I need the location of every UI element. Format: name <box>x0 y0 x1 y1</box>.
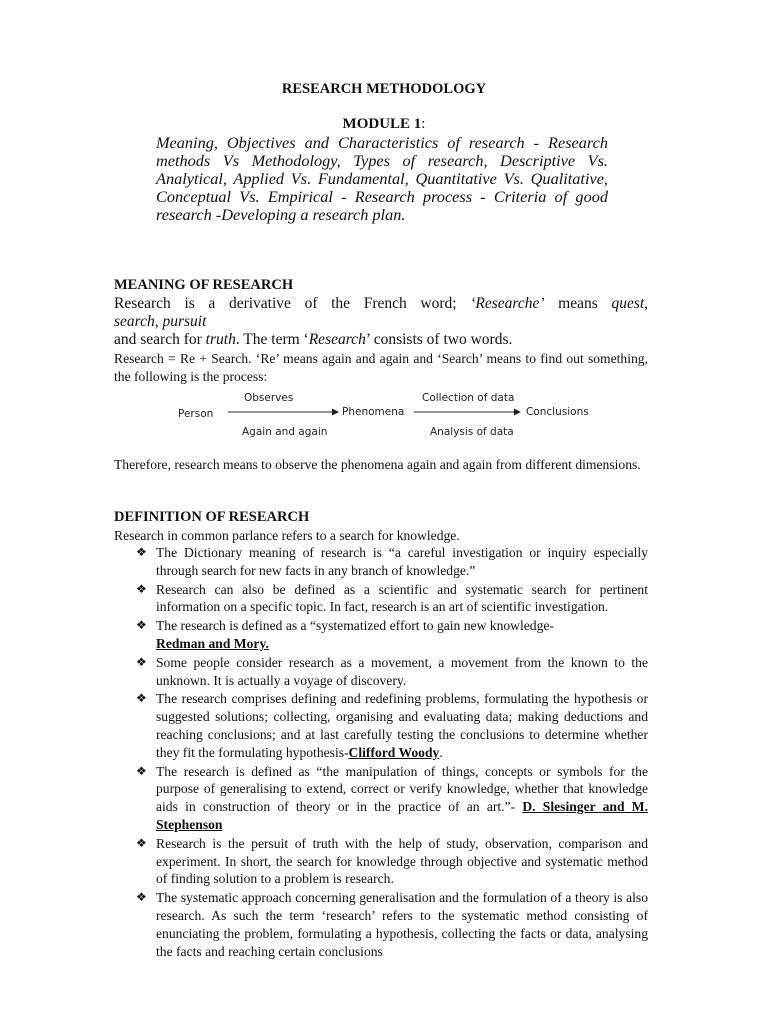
definition-text: The research comprises defining and redefining problems, formulating the hypothesis or suggested solutions; collecting, organising and evaluating data; making deductions and reaching conclusions; and at last carefully testing the conclusions to determine whether they fit the formulating hypothesis- <box>156 691 648 760</box>
definition-text: Research is the persuit of truth with the help of study, observation, comparison and experiment. In short, the search for knowledge through objective and systematic method of finding solution to a problem is research. <box>156 835 648 887</box>
meaning-quest: quest <box>611 295 645 312</box>
definition-author: D. Slesinger and M. Stephenson <box>156 799 648 832</box>
module-colon: : <box>421 116 426 132</box>
definition-text: The research is defined as a “systematized effort to gain new knowledge- <box>156 618 554 634</box>
definition-item <box>136 581 648 617</box>
definition-item <box>136 690 648 761</box>
meaning-heading: MEANING OF RESEARCH <box>114 277 294 293</box>
diamond-bullet-icon: ❖ <box>136 618 147 633</box>
module-topics: Meaning, Objectives and Characteristics of research - Research methods Vs Methodology, Types of research, Descriptive Vs. Analytical, Applied Vs. Fundamental, Quantitative Vs. Qualitative, Conceptual Vs. Empirical - Research process - Criteria of good research -Developing a research plan. <box>156 133 608 224</box>
definition-item <box>136 763 648 834</box>
meaning-comma: , <box>644 295 649 312</box>
diamond-bullet-icon: ❖ <box>136 691 147 706</box>
definition-item <box>136 617 648 653</box>
module-heading <box>0 116 768 133</box>
definition-item <box>136 835 648 888</box>
meaning-l3e: ’ consists of two words. <box>365 331 513 348</box>
definition-after: . <box>439 744 443 760</box>
diamond-bullet-icon: ❖ <box>136 835 147 850</box>
definition-text: Some people consider research as a movement, a movement from the known to the unknown. It is actually a voyage of discovery. <box>156 654 648 688</box>
meaning-truth: truth <box>205 331 236 348</box>
diamond-bullet-icon: ❖ <box>136 763 147 778</box>
definition-item <box>136 654 648 690</box>
diamond-bullet-icon: ❖ <box>136 890 147 905</box>
diamond-bullet-icon: ❖ <box>136 654 147 669</box>
flow-analysis: Analysis of data <box>430 426 514 438</box>
flow-collection: Collection of data <box>422 392 515 404</box>
flow-observes: Observes <box>244 392 294 404</box>
meaning-line-1 <box>114 295 648 313</box>
definition-text: The systematic approach concerning generalisation and the formulation of a theory is also research. As such the term ‘research’ refers to the systematic method consisting of enunciating the problem, formulating a hypothesis, collecting the facts or data, analysing the facts and reaching certain conclusions <box>156 890 648 959</box>
definition-list <box>136 544 648 961</box>
diamond-bullet-icon: ❖ <box>136 545 147 559</box>
flow-arrow-1 <box>228 407 340 417</box>
meaning-line-2: search, pursuit <box>114 313 207 330</box>
meaning-text-a: Research is a derivative of the French word; <box>114 295 457 312</box>
definition-intro: Research in common parlance refers to a search for knowledge. <box>114 528 460 543</box>
meaning-text-c: means <box>558 295 598 312</box>
flow-arrow-2 <box>414 407 522 417</box>
document-title: RESEARCH METHODOLOGY <box>281 81 487 97</box>
meaning-l3c: . The term ‘ <box>235 331 309 348</box>
flow-person: Person <box>178 408 214 420</box>
meaning-line-3 <box>114 331 648 349</box>
meaning-line-4: Research = Re + Search. ‘Re’ means again and again and ‘Search’ means to find out something, the following is the process: <box>114 351 648 384</box>
definition-item <box>136 544 648 580</box>
flow-phenomena: Phenomena <box>342 406 405 418</box>
process-diagram <box>170 390 600 442</box>
flow-conclusions: Conclusions <box>526 406 589 418</box>
module-label: MODULE 1 <box>342 116 422 132</box>
definition-author: Redman and Mory. <box>156 635 269 651</box>
meaning-research-word: Research <box>308 331 366 348</box>
definition-item <box>136 889 648 960</box>
definition-text: Research can also be defined as a scientific and systematic search for pertinent information on a specific topic. In fact, research is an art of scientific investigation. <box>156 581 648 615</box>
definition-author: Clifford Woody <box>348 744 440 760</box>
definition-heading: DEFINITION OF RESEARCH <box>114 509 310 525</box>
meaning-l3a: and search for <box>114 331 202 348</box>
definition-text: The research is defined as “the manipulation of things, concepts or symbols for the purpose of generalising to extend, correct or verify knowledge, whether that knowledge aids in construction of theory or in the practice of an art.”- <box>156 763 648 815</box>
diamond-bullet-icon: ❖ <box>136 581 147 596</box>
therefore-paragraph: Therefore, research means to observe the phenomena again and again from different dimensions. <box>114 457 641 472</box>
flow-again: Again and again <box>242 426 328 438</box>
definition-text: The Dictionary meaning of research is “a careful investigation or inquiry especially through search for new facts in any branch of knowledge.” <box>156 545 648 578</box>
meaning-french-word: ‘Researche’ <box>470 295 545 312</box>
